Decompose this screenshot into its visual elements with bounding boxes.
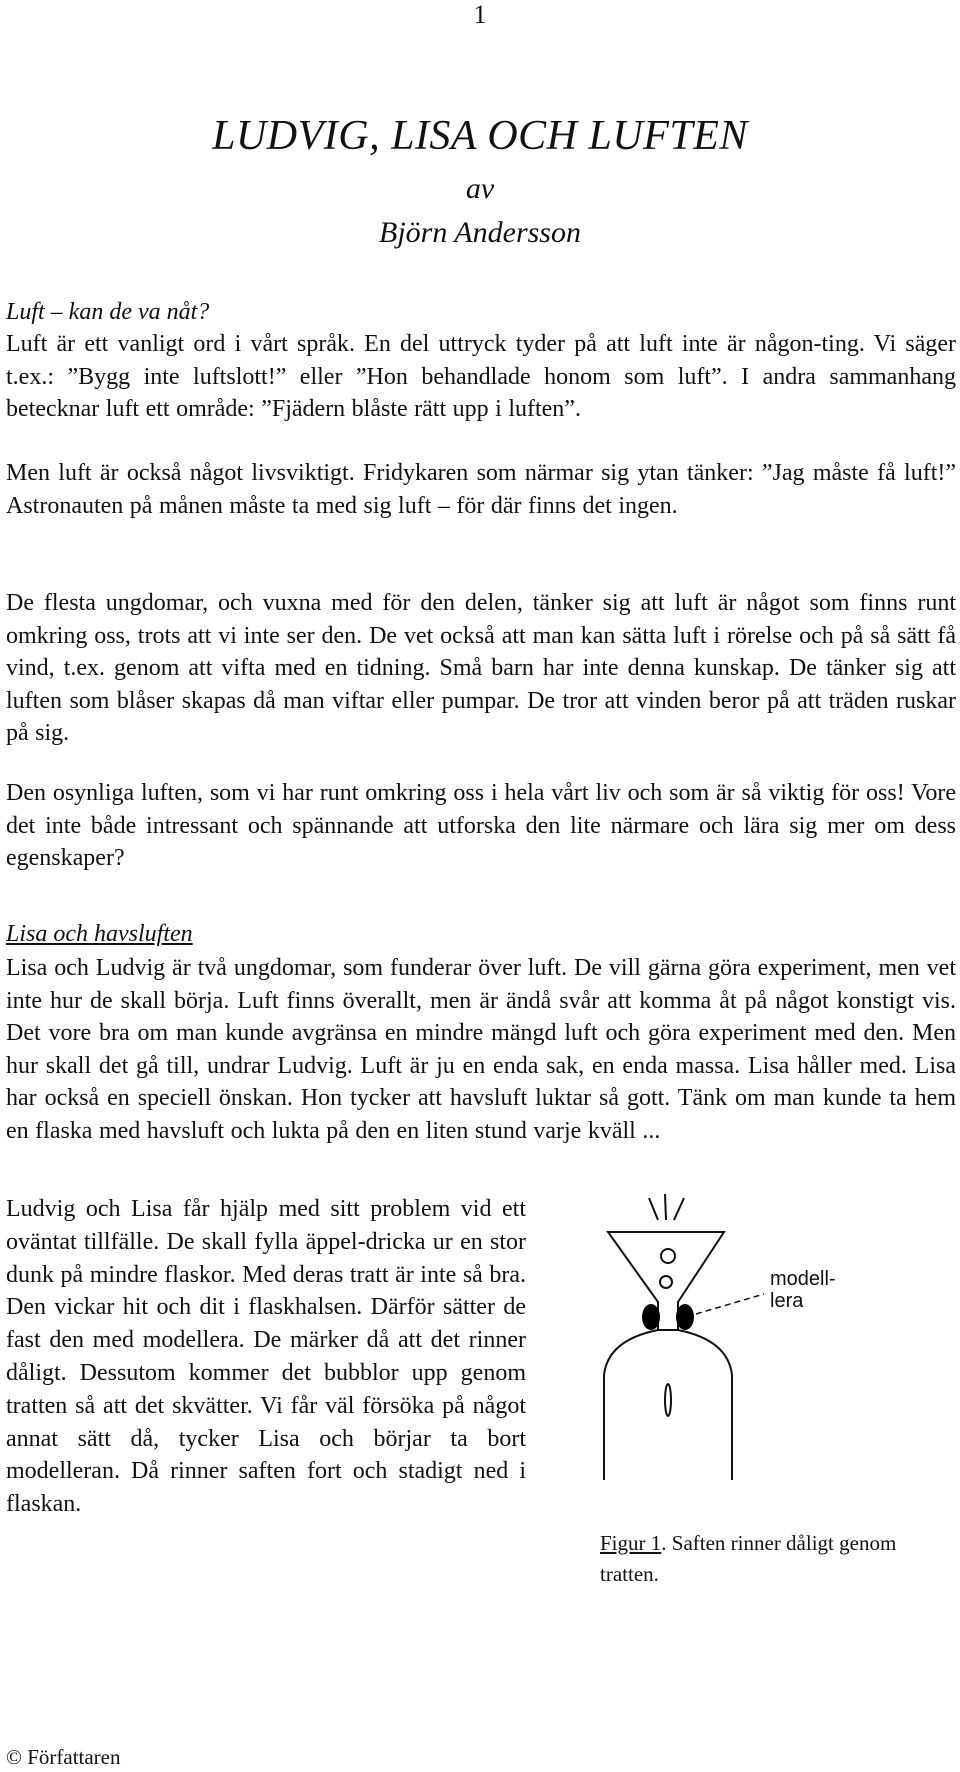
clay-left: [642, 1304, 660, 1330]
figure-caption-text: . Saften rinner dåligt genom tratten.: [600, 1531, 897, 1586]
bubble-lower: [660, 1276, 672, 1288]
funnel-bottle-figure: [588, 1190, 948, 1480]
liquid-drop: [665, 1384, 671, 1416]
page-number: 1: [473, 0, 487, 29]
paragraph-intro: Luft är ett vanligt ord i vårt språk. En del uttryck tyder på att luft inte är någon-ting. Vi säger t.ex.: ”Bygg inte luftslott!” eller ”Hon behandlade honom som luft”. I andra sammanhang betecknar luft ett område: ”Fjädern blåste rätt upp i luften”.: [6, 331, 956, 422]
bottle-outline: [604, 1324, 732, 1480]
splash-line-middle: [665, 1194, 666, 1220]
copyright-notice: © Författaren: [6, 1745, 121, 1769]
bubble-upper: [661, 1249, 675, 1263]
splash-line-right: [674, 1198, 684, 1220]
label-leader-line: [696, 1294, 764, 1314]
figure-label: [770, 1268, 860, 1312]
figure-caption: [600, 1528, 940, 1590]
byline: av: [465, 172, 495, 205]
funnel-outline: [608, 1232, 724, 1330]
paragraph-livsviktigt: Men luft är också något livsviktigt. Fridykaren som närmar sig ytan tänker: ”Jag måste få luft!” Astronauten på månen måste ta med sig luft – för där finns det ingen.: [6, 460, 956, 519]
section-heading-havsluften: Lisa och havsluften: [6, 921, 193, 947]
document-title: LUDVIG, LISA OCH LUFTEN: [212, 113, 748, 159]
paragraph-appeldricka: Ludvig och Lisa får hjälp med sitt problem vid ett oväntat tillfälle. De skall fylla äppel-dricka ur en stor dunk på mindre flaskor. Med deras tratt är inte så bra. Den vickar hit och dit i flaskhalsen. Därför sätter de fast den med modellera. De märker då att det rinner dåligt. Dessutom kommer det bubblor upp genom tratten så att det skvätter. Vi får väl försöka på något annat sätt då, tycker Lisa och börjar ta bort modelleran. Då rinner saften fort och stadigt ned i flaskan.: [6, 1196, 526, 1518]
figure-label-line1: modell-: [770, 1268, 836, 1290]
figure-label-line2: lera: [770, 1290, 804, 1312]
author-name: Björn Andersson: [379, 216, 581, 249]
paragraph-lisa-ludvig: Lisa och Ludvig är två ungdomar, som funderar över luft. De vill gärna göra experiment, men vet inte hur de skall börja. Luft finns överallt, men är ändå svår att komma åt på något konstigt vis. Det vore bra om man kunde avgränsa en mindre mängd luft och göra experiment med den. Men hur skall det gå till, undrar Ludvig. Luft är ju en enda sak, en enda massa. Lisa håller med. Lisa har också en speciell önskan. Hon tycker att havsluft luktar så gott. Tänk om man kunde ta hem en flaska med havsluft och lukta på den en liten stund varje kväll ...: [6, 955, 956, 1144]
figure-caption-ref: Figur 1: [600, 1531, 662, 1555]
clay-right: [676, 1304, 694, 1330]
splash-line-left: [649, 1198, 658, 1220]
section-heading-luft: Luft – kan de va nåt?: [6, 299, 210, 325]
paragraph-osynliga-luften: Den osynliga luften, som vi har runt omkring oss i hela vårt liv och som är så viktig för oss! Vore det inte både intressant och spännande att utforska den lite närmare och lära sig mer om dess egenskaper?: [6, 780, 956, 871]
paragraph-ungdomar: De flesta ungdomar, och vuxna med för den delen, tänker sig att luft är något som finns runt omkring oss, trots att vi inte ser den. De vet också att man kan sätta luft i rörelse och på så sätt få vind, t.ex. genom att vifta med en tidning. Små barn har inte denna kunskap. De tänker sig att luften som blåser skapas då man viftar eller pumpar. De tror att vinden beror på att träden ruskar på sig.: [6, 590, 956, 746]
